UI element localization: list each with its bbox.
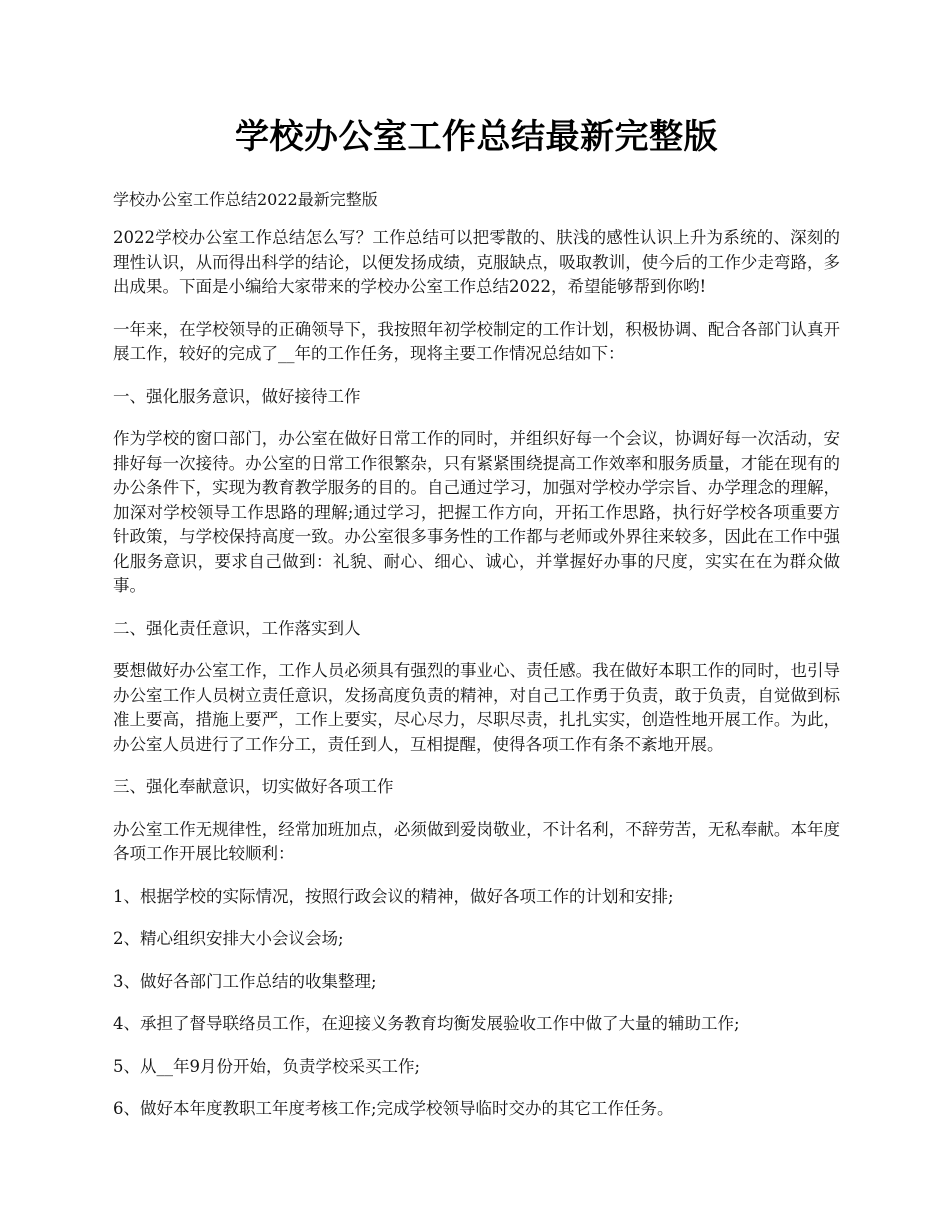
list-item: 6、做好本年度教职工年度考核工作;完成学校领导临时交办的其它工作任务。 (113, 1099, 674, 1118)
list-item: 5、从__年9月份开始，负责学校采买工作; (113, 1056, 421, 1076)
list-item: 4、承担了督导联络员工作，在迎接义务教育均衡发展验收工作中做了大量的辅助工作; (113, 1014, 740, 1033)
section-heading-responsibility: 二、强化责任意识，工作落实到人 (113, 618, 361, 638)
document-title: 学校办公室工作总结最新完整版 (235, 117, 718, 157)
section-body-dedication: 办公室工作无规律性，经常加班加点，必须做到爱岗敬业，不计名利，不辞劳苦，无私奉献。本年度各项工作开展比较顺利： (113, 819, 840, 863)
overview-paragraph: 一年来，在学校领导的正确领导下，我按照年初学校制定的工作计划，积极协调、配合各部门认真开展工作，较好的完成了__年的工作任务，现将主要工作情况总结如下： (113, 319, 840, 363)
section-body-responsibility: 要想做好办公室工作，工作人员必须具有强烈的事业心、责任感。我在做好本职工作的同时，也引导办公室工作人员树立责任意识，发扬高度负责的精神，对自己工作勇于负责，敢于负责，自觉做到标准上要高，措施上要严，工作上要实，尽心尽力，尽职尽责，扎扎实实，创造性地开展工作。为此，办公室人员进行了工作分工，责任到人，互相提醒，使得各项工作有条不紊地开展。 (113, 661, 840, 754)
list-item: 2、精心组织安排大小会议会场; (113, 929, 344, 948)
section-body-service: 作为学校的窗口部门，办公室在做好日常工作的同时，并组织好每一个会议，协调好每一次活动，安排好每一次接待。办公室的日常工作很繁杂，只有紧紧围绕提高工作效率和服务质量，才能在现有的办公条件下，实现为教育教学服务的目的。自己通过学习，加强对学校办学宗旨、办学理念的理解，加深对学校领导工作思路的理解;通过学习，把握工作方向，开拓工作思路，执行好学校各项重要方针政策，与学校保持高度一致。办公室很多事务性的工作都与老师或外界往来较多，因此在工作中强化服务意识，要求自己做到：礼貌、耐心、细心、诚心，并掌握好办事的尺度，实实在在为群众做事。 (113, 429, 840, 595)
list-item: 1、根据学校的实际情况，按照行政会议的精神，做好各项工作的计划和安排; (113, 886, 674, 906)
intro-paragraph: 2022学校办公室工作总结怎么写？工作总结可以把零散的、肤浅的感性认识上升为系统的、深刻的理性认识，从而得出科学的结论，以便发扬成绩，克服缺点，吸取教训，使今后的工作少走弯路，多出成果。下面是小编给大家带来的学校办公室工作总结2022，希望能够帮到你哟! (113, 228, 840, 296)
section-heading-dedication: 三、强化奉献意识，切实做好各项工作 (113, 777, 394, 796)
document-subtitle: 学校办公室工作总结2022最新完整版 (113, 190, 378, 209)
section-heading-service: 一、强化服务意识，做好接待工作 (113, 386, 361, 406)
document-page (113, 0, 840, 1122)
list-item: 3、做好各部门工作总结的收集整理; (113, 971, 377, 991)
